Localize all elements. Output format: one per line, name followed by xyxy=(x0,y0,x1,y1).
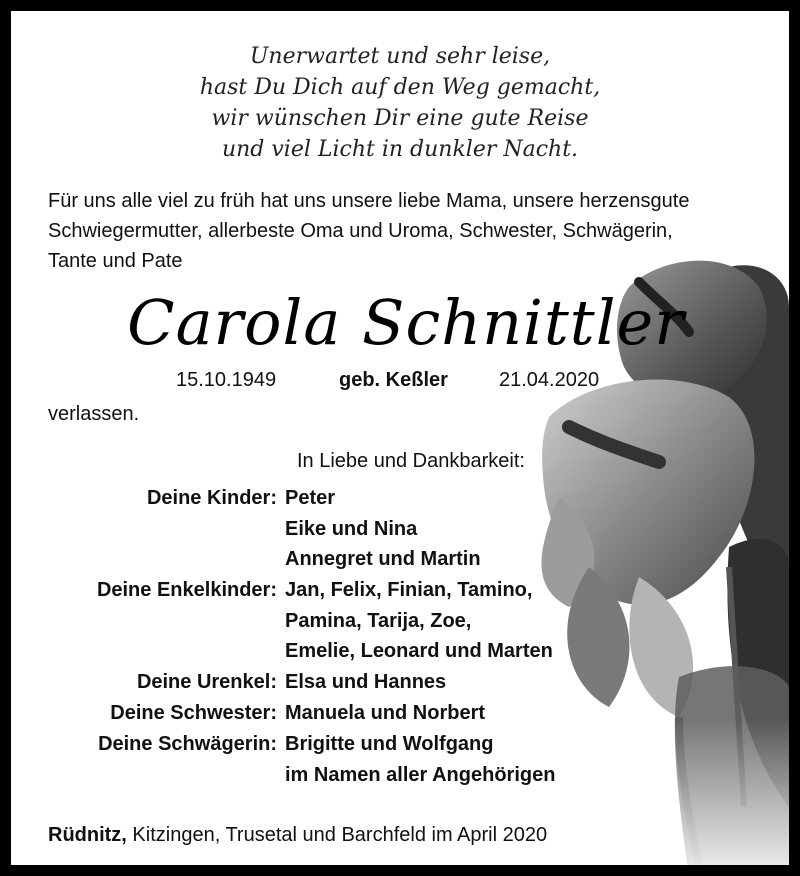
family-names xyxy=(285,698,485,729)
family-label: Deine Urenkel: xyxy=(136,671,277,693)
thanks-line: In Liebe und Dankbarkeit: xyxy=(297,450,525,472)
birth-date: 15.10.1949 xyxy=(176,369,277,391)
intro-line: Für uns alle viel zu früh hat uns unsere liebe Mama, unsere herzensgute xyxy=(48,190,690,212)
left-text: verlassen. xyxy=(48,403,140,425)
family-name-line: Jan, Felix, Finian, Tamino, xyxy=(285,579,533,601)
footer-rest: Kitzingen, Trusetal und Barchfeld im April 2020 xyxy=(126,824,548,846)
family-label: Deine Enkelkinder: xyxy=(96,579,277,601)
footer-place-date xyxy=(48,822,547,848)
family-name-line: Manuela und Norbert xyxy=(285,702,486,724)
family-label: Deine Schwester: xyxy=(110,702,277,724)
family-name-line: Eike und Nina xyxy=(285,517,418,540)
poem xyxy=(11,41,789,165)
family-name-line: Annegret und Martin xyxy=(285,548,481,570)
maiden-name: geb. Keßler xyxy=(339,369,448,391)
poem-line: Unerwartet und sehr leise, xyxy=(249,44,551,69)
family-name-line: Emelie, Leonard und Marten xyxy=(285,640,553,662)
death-date: 21.04.2020 xyxy=(499,369,600,391)
family-name-line: Pamina, Tarija, Zoe, xyxy=(285,609,472,632)
family-label: Deine Kinder: xyxy=(146,487,277,509)
family-name-line: Brigitte und Wolfgang xyxy=(285,733,494,755)
family-names xyxy=(285,483,481,575)
family-name-line: im Namen aller Angehörigen xyxy=(285,763,556,786)
family-names xyxy=(285,729,555,790)
deceased-name: Carola Schnittler xyxy=(127,286,685,359)
family-names xyxy=(285,667,446,698)
poem-line: wir wünschen Dir eine gute Reise xyxy=(211,106,589,131)
footer-place-bold: Rüdnitz, xyxy=(48,824,127,846)
family-names xyxy=(285,575,553,667)
poem-line: und viel Licht in dunkler Nacht. xyxy=(221,137,579,162)
family-name-line: Peter xyxy=(285,487,336,509)
family-label: Deine Schwägerin: xyxy=(98,733,277,755)
poem-line: hast Du Dich auf den Weg gemacht, xyxy=(199,75,601,100)
intro-line: Tante und Pate xyxy=(48,250,183,272)
intro-line: Schwiegermutter, allerbeste Oma und Uroma, Schwester, Schwägerin, xyxy=(48,220,673,242)
family-name-line: Elsa und Hannes xyxy=(285,671,447,693)
intro-text xyxy=(48,186,768,276)
